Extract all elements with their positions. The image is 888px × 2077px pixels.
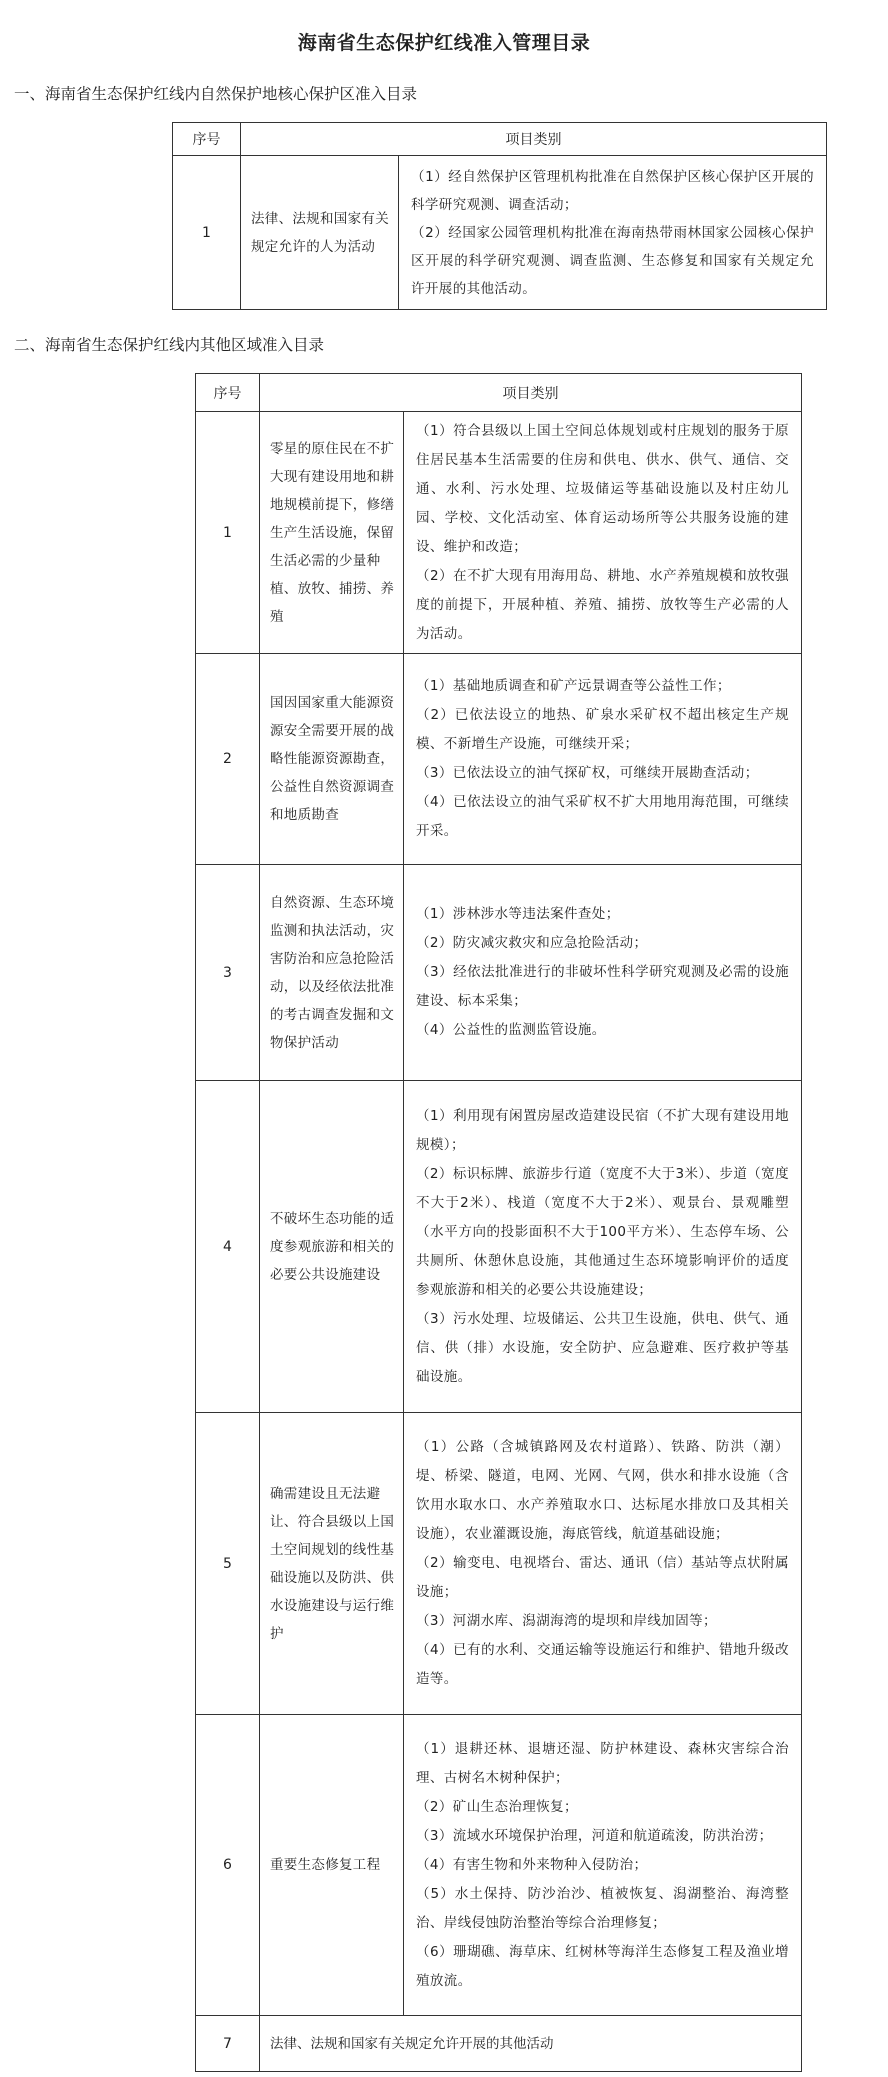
row-items: [404, 1715, 802, 2016]
row-items: [404, 1413, 802, 1715]
row-category: 法律、法规和国家有关规定允许的人为活动: [241, 156, 399, 310]
item-text: （1）退耕还林、退塘还湿、防护林建设、森林灾害综合治理、古树名木树种保护；: [416, 1740, 789, 1786]
table-row: [196, 412, 802, 654]
row-category: 法律、法规和国家有关规定允许开展的其他活动: [260, 2016, 802, 2072]
item-text: （3）流域水环境保护治理，河道和航道疏浚，防洪治涝；: [416, 1827, 773, 1844]
row-category: 零星的原住民在不扩大现有建设用地和耕地规模前提下，修缮生产生活设施，保留生活必需的少量种植、放牧、捕捞、养殖: [260, 412, 404, 654]
row-num: 7: [196, 2016, 260, 2072]
row-items: [404, 865, 802, 1081]
row-category: 自然资源、生态环境监测和执法活动，灾害防治和应急抢险活动，以及经依法批准的考古调查发掘和文物保护活动: [260, 865, 404, 1081]
item-text: （1）经自然保护区管理机构批准在自然保护区核心保护区开展的科学研究观测、调查活动；: [411, 168, 814, 213]
page-title: 海南省生态保护红线准入管理目录: [297, 32, 591, 54]
item-text: （6）珊瑚礁、海草床、红树林等海洋生态修复工程及渔业增殖放流。: [416, 1943, 789, 1989]
row-items: [404, 412, 802, 654]
item-text: （3）污水处理、垃圾储运、公共卫生设施，供电、供气、通信、供（排）水设施，安全防护、应急避难、医疗救护等基础设施。: [416, 1310, 789, 1385]
row-num: 3: [196, 865, 260, 1081]
table-row: [196, 865, 802, 1081]
item-text: （1）基础地质调查和矿产远景调查等公益性工作；: [416, 678, 731, 694]
item-text: （3）已依法设立的油气探矿权，可继续开展勘查活动；: [416, 765, 759, 781]
row-items: [404, 1081, 802, 1413]
table-header-row: [196, 374, 802, 412]
table-row: [196, 654, 802, 865]
row-items: [404, 654, 802, 865]
core-zone-table: [172, 122, 827, 310]
item-text: （2）标识标牌、旅游步行道（宽度不大于3米）、步道（宽度不大于2米）、栈道（宽度不大于2米）、观景台、景观雕塑（水平方向的投影面积不大于100平方米）、生态停车场、公共厕所、休憩休息设施，其他通过生态环境影响评价的适度参观旅游和相关的必要公共设施建设；: [416, 1165, 789, 1298]
header-num: 序号: [173, 123, 241, 156]
item-text: （2）防灾减灾救灾和应急抢险活动；: [416, 935, 648, 951]
table-row: [196, 1413, 802, 1715]
header-items: 项目类别: [260, 374, 802, 412]
table-row: [173, 156, 827, 310]
section-heading-other-zone: 二、海南省生态保护红线内其他区域准入目录: [14, 336, 325, 354]
item-text: （2）已依法设立的地热、矿泉水采矿权不超出核定生产规模、不新增生产设施，可继续开采；: [416, 707, 789, 752]
row-category: 确需建设且无法避让、符合县级以上国土空间规划的线性基础设施以及防洪、供水设施建设与运行维护: [260, 1413, 404, 1715]
row-num: 5: [196, 1413, 260, 1715]
item-text: （1）涉林涉水等违法案件查处；: [416, 906, 620, 922]
row-num: 4: [196, 1081, 260, 1413]
item-text: （2）矿山生态治理恢复；: [416, 1798, 578, 1815]
item-text: （3）河湖水库、潟湖海湾的堤坝和岸线加固等；: [416, 1613, 717, 1629]
header-num: 序号: [196, 374, 260, 412]
table-header-row: [173, 123, 827, 156]
other-zone-table: [195, 373, 802, 2072]
table-row: [196, 1081, 802, 1413]
item-text: （5）水土保持、防沙治沙、植被恢复、潟湖整治、海湾整治、岸线侵蚀防治整治等综合治理修复；: [416, 1885, 789, 1931]
item-text: （1）符合县级以上国土空间总体规划或村庄规划的服务于原住居民基本生活需要的住房和供电、供水、供气、通信、交通、水利、污水处理、垃圾储运等基础设施以及村庄幼儿园、学校、文化活动室、体育运动场所等公共服务设施的建设、维护和改造；: [416, 422, 789, 555]
table-row: [196, 2016, 802, 2072]
header-items: 项目类别: [241, 123, 827, 156]
item-text: （3）经依法批准进行的非破坏性科学研究观测及必需的设施建设、标本采集；: [416, 964, 789, 1009]
item-text: （2）在不扩大现有用海用岛、耕地、水产养殖规模和放牧强度的前提下，开展种植、养殖、捕捞、放牧等生产必需的人为活动。: [416, 567, 789, 642]
item-text: （4）公益性的监测监管设施。: [416, 1022, 606, 1038]
row-num: 2: [196, 654, 260, 865]
item-text: （1）公路（含城镇路网及农村道路）、铁路、防洪（潮）堤、桥梁、隧道，电网、光网、气网，供水和排水设施（含饮用水取水口、水产养殖取水口、达标尾水排放口及其相关设施），农业灌溉设施，海底管线，航道基础设施；: [416, 1439, 789, 1542]
item-text: （1）利用现有闲置房屋改造建设民宿（不扩大现有建设用地规模）；: [416, 1107, 789, 1153]
row-category: 不破坏生态功能的适度参观旅游和相关的必要公共设施建设: [260, 1081, 404, 1413]
table-row: [196, 1715, 802, 2016]
row-num: 1: [173, 156, 241, 310]
row-category: 重要生态修复工程: [260, 1715, 404, 2016]
row-items: [399, 156, 827, 310]
item-text: （2）输变电、电视塔台、雷达、通讯（信）基站等点状附属设施；: [416, 1555, 789, 1600]
item-text: （4）有害生物和外来物种入侵防治；: [416, 1856, 648, 1873]
row-num: 6: [196, 1715, 260, 2016]
row-category: 国因国家重大能源资源安全需要开展的战略性能源资源勘查，公益性自然资源调查和地质勘查: [260, 654, 404, 865]
item-text: （4）已依法设立的油气采矿权不扩大用地用海范围，可继续开采。: [416, 794, 789, 839]
row-num: 1: [196, 412, 260, 654]
item-text: （2）经国家公园管理机构批准在海南热带雨林国家公园核心保护区开展的科学研究观测、调查监测、生态修复和国家有关规定允许开展的其他活动。: [411, 224, 814, 297]
section-heading-core-zone: 一、海南省生态保护红线内自然保护地核心保护区准入目录: [14, 85, 418, 103]
item-text: （4）已有的水利、交通运输等设施运行和维护、错地升级改造等。: [416, 1642, 789, 1687]
